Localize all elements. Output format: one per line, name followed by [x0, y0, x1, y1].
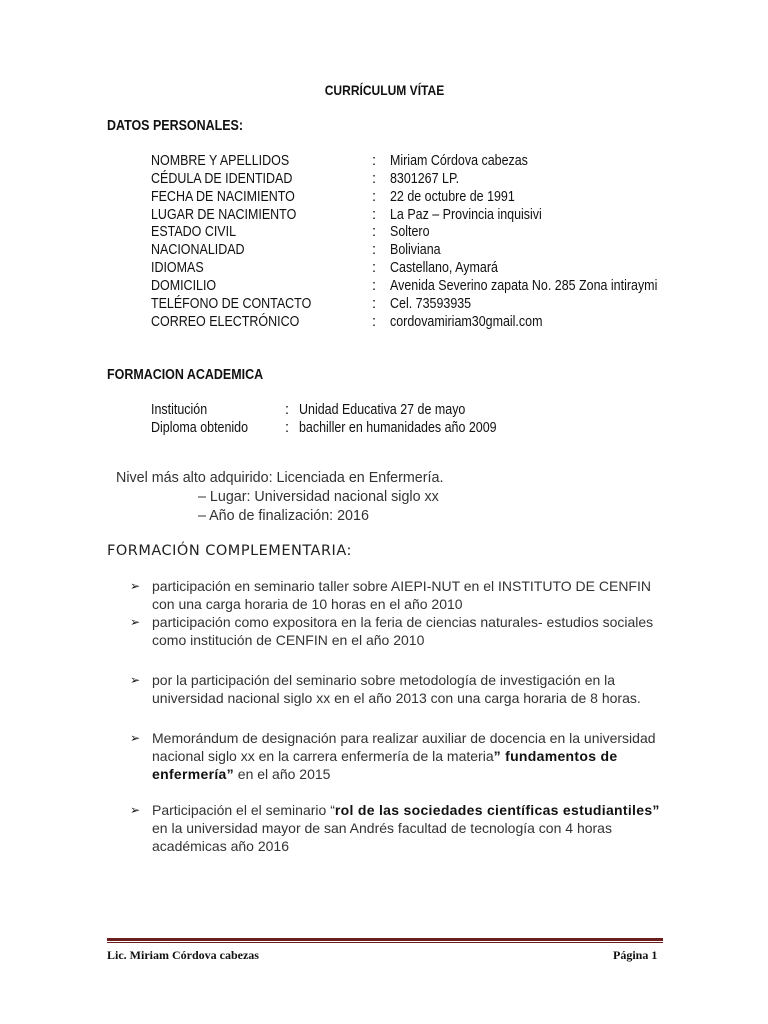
footer-author: Lic. Miriam Córdova cabezas	[107, 948, 259, 962]
row-colon: :	[372, 207, 377, 223]
row-value: Cel. 73593935	[390, 296, 472, 312]
academic-heading: FORMACION ACADEMICA	[107, 367, 264, 383]
row-label: IDIOMAS	[151, 260, 204, 276]
row-value: 22 de octubre de 1991	[390, 189, 515, 205]
list-item: ➢ participación en seminario taller sobre AIEPI-NUT en el INSTITUTO DE CENFIN con una carga horaria de 10 horas en el año 2010	[130, 578, 651, 612]
row-label: CÉDULA DE IDENTIDAD	[151, 171, 293, 187]
row-colon: :	[372, 153, 377, 169]
row-value: cordovamiriam30gmail.com	[390, 314, 543, 330]
footer-page-number: Página 1	[613, 948, 658, 962]
row-label: FECHA DE NACIMIENTO	[151, 189, 295, 205]
arrow-bullet-icon: ➢	[130, 673, 141, 687]
row-value: La Paz – Provincia inquisivi	[390, 207, 542, 223]
complementary-heading: FORMACIÓN COMPLEMENTARIA:	[107, 543, 352, 559]
row-colon: :	[372, 296, 377, 312]
personal-data-heading: DATOS PERSONALES:	[107, 118, 244, 134]
row-label: DOMICILIO	[151, 278, 217, 294]
finish-year-text: – Año de finalización: 2016	[198, 508, 369, 524]
row-colon: :	[372, 224, 377, 240]
list-item: ➢ por la participación del seminario sobre metodología de investigación en la universidad nacional siglo xx en el año 2013 con una carga horaria de 8 horas.	[130, 672, 641, 706]
row-value: Avenida Severino zapata No. 285 Zona intiraymi	[390, 278, 658, 294]
row-value: Unidad Educativa 27 de mayo	[299, 402, 466, 418]
document-title: CURRÍCULUM VÍTAE	[324, 82, 444, 98]
row-label: Institución	[151, 402, 208, 418]
arrow-bullet-icon: ➢	[130, 803, 141, 817]
row-colon: :	[372, 278, 377, 294]
row-colon: :	[372, 242, 377, 258]
row-colon: :	[372, 171, 377, 187]
row-label: ESTADO CIVIL	[151, 224, 237, 240]
row-label: TELÉFONO DE CONTACTO	[151, 296, 312, 312]
row-value: bachiller en humanidades año 2009	[299, 420, 497, 436]
footer-rule-thin	[107, 942, 663, 943]
arrow-bullet-icon: ➢	[130, 615, 141, 629]
list-item: ➢ Memorándum de designación para realizar auxiliar de docencia en la universidad nacional siglo xx en la carrera enfermería de la materia” fundamentos de enfermería” en el año 2015	[130, 730, 656, 782]
row-value: Soltero	[390, 224, 430, 240]
row-label: LUGAR DE NACIMIENTO	[151, 207, 297, 223]
row-colon: :	[372, 314, 377, 330]
row-value: 8301267 LP.	[390, 171, 460, 187]
row-value: Castellano, Aymará	[390, 260, 498, 276]
row-label: Diploma obtenido	[151, 420, 249, 436]
arrow-bullet-icon: ➢	[130, 579, 141, 593]
row-colon: :	[285, 420, 290, 436]
footer-rule	[107, 938, 663, 941]
complementary-list	[130, 577, 670, 855]
row-label: CORREO ELECTRÓNICO	[151, 314, 300, 330]
row-value: Boliviana	[390, 242, 441, 258]
list-item: ➢ Participación el el seminario “rol de las sociedades científicas estudiantiles” en la universidad mayor de san Andrés facultad de tecnología con 4 horas académicas año 2016	[130, 802, 660, 854]
row-colon: :	[372, 260, 377, 276]
row-value: Miriam Córdova cabezas	[390, 153, 528, 169]
row-colon: :	[285, 402, 290, 418]
row-colon: :	[372, 189, 377, 205]
row-label: NACIONALIDAD	[151, 242, 245, 258]
list-item: ➢ participación como expositora en la feria de ciencias naturales- estudios sociales como institución de CENFIN en el año 2010	[130, 614, 654, 648]
row-label: NOMBRE Y APELLIDOS	[151, 153, 290, 169]
arrow-bullet-icon: ➢	[130, 731, 141, 745]
highest-level-text: Nivel más alto adquirido: Licenciada en Enfermería.	[116, 470, 444, 486]
place-text: – Lugar: Universidad nacional siglo xx	[198, 489, 439, 505]
